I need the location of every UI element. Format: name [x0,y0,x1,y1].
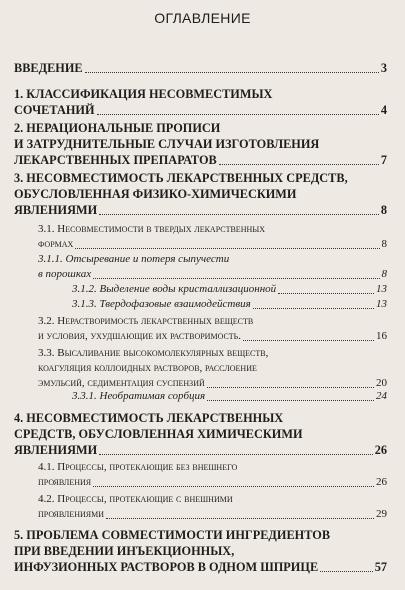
toc-page-number: 16 [376,330,387,342]
toc-entry-text: СОЧЕТАНИЙ [14,103,95,117]
toc-entry-text: эмульсий, седиментация суспензий [38,377,205,389]
toc-page-number: 13 [376,298,387,310]
toc-entry-s3-1-1 [38,252,387,282]
toc-entry-text: 4.1. Процессы, протекающие без внешнего [38,461,238,473]
toc-page-number: 8 [380,203,387,217]
dot-leader [243,340,374,341]
toc-entry-s4 [14,410,387,458]
dot-leader [93,486,374,487]
toc-entry-text: СРЕДСТВ, ОБУСЛОВЛЕННАЯ ХИМИЧЕСКИМИ [14,427,303,441]
toc-entry-s4-1 [38,460,387,490]
toc-entry-s3-1-3 [72,297,387,312]
toc-page-number: 24 [376,390,387,402]
toc-page-number: 26 [376,476,387,488]
toc-entry-text: 3. НЕСОВМЕСТИМОСТЬ ЛЕКАРСТВЕННЫХ СРЕДСТВ, [14,171,348,185]
dot-leader [85,72,379,73]
toc-page-number: 8 [381,238,387,250]
toc-entry-s3-1 [38,222,387,252]
toc-entry-text: в порошках [38,268,92,280]
toc-entry-text: 3.1.3. Твердофазовые взаимодействия [72,298,251,310]
toc-page-number: 13 [376,283,387,295]
toc-entry-text: И ЗАТРУДНИТЕЛЬНЫЕ СЛУЧАИ ИЗГОТОВЛЕНИЯ [14,137,320,151]
toc-entry-text: ЛЕКАРСТВЕННЫХ ПРЕПАРАТОВ [14,153,217,167]
toc-entry-s3 [14,170,387,218]
dot-leader [253,308,374,309]
toc-entry-intro [14,60,387,76]
toc-entry-text: 3.1.1. Отсыревание и потеря сыпучести [38,253,230,265]
toc-entry-text: формах [38,238,74,250]
toc-entry-text: ПРИ ВВЕДЕНИИ ИНЪЕКЦИОННЫХ, [14,544,235,558]
toc-page-number: 7 [380,153,387,167]
dot-leader [99,214,379,215]
toc-entry-text: 3.3. Высаливание высокомолекулярных веществ, [38,347,269,359]
dot-leader [207,400,374,401]
dot-leader [320,571,373,572]
toc-page-number: 4 [380,103,387,117]
toc-entry-text: проявления [38,476,92,488]
toc-page-number: 26 [374,443,387,457]
toc-entry-s2 [14,120,387,168]
toc-entry-s1 [14,86,387,118]
toc-entry-text: коагуляция коллоидных растворов, расслоение [38,362,257,374]
dot-leader [99,454,373,455]
toc-entry-text: ОБУСЛОВЛЕННАЯ ФИЗИКО-ХИМИЧЕСКИМИ [14,187,297,201]
dot-leader [75,248,379,249]
toc-page-number: 8 [381,268,387,280]
toc-entry-text: 1. КЛАССИФИКАЦИЯ НЕСОВМЕСТИМЫХ [14,87,273,101]
toc-entry-s3-2 [38,314,387,344]
dot-leader [278,293,374,294]
dot-leader [219,164,379,165]
toc-entry-text: 3.1. Несовместимости в твердых лекарственных [38,223,265,235]
toc-entry-text: 2. НЕРАЦИОНАЛЬНЫЕ ПРОПИСИ [14,121,221,135]
toc-entry-text: 4.2. Процессы, протекающие с внешними [38,493,233,505]
toc-entry-s5 [14,527,387,575]
toc-entry-text: 5. ПРОБЛЕМА СОВМЕСТИМОСТИ ИНГРЕДИЕНТОВ [14,528,331,542]
toc-entry-text: 3.1.2. Выделение воды кристаллизационной [72,283,277,295]
toc-entry-text: ИНФУЗИОННЫХ РАСТВОРОВ В ОДНОМ ШПРИЦЕ [14,560,319,574]
toc-entry-s4-2 [38,492,387,522]
toc-entry-text: проявлениями [38,508,104,520]
toc-entry-s3-3-1 [72,389,387,404]
toc-entry-text: ЯВЛЕНИЯМИ [14,203,98,217]
toc-entry-s3-1-2 [72,282,387,297]
dot-leader [207,387,374,388]
dot-leader [106,518,374,519]
toc-page-number: 20 [376,377,387,389]
toc-entry-s3-3 [38,346,387,391]
dot-leader [93,278,379,279]
toc-entry-text: и условия, ухудшающие их растворимость. [38,330,242,342]
dot-leader [97,114,379,115]
toc-entry-text: 3.2. Нерастворимость лекарственных веществ [38,315,254,327]
toc-entry-text: ВВЕДЕНИЕ [14,61,83,75]
toc-page-number: 3 [380,61,387,75]
toc-entry-text: 3.3.1. Необратимая сорбция [72,390,206,402]
toc-page-number: 57 [374,560,387,574]
page-title: ОГЛАВЛЕНИЕ [154,10,251,26]
toc-page-number: 29 [376,508,387,520]
toc-entry-text: ЯВЛЕНИЯМИ [14,443,98,457]
toc-entry-text: 4. НЕСОВМЕСТИМОСТЬ ЛЕКАРСТВЕННЫХ [14,411,284,425]
